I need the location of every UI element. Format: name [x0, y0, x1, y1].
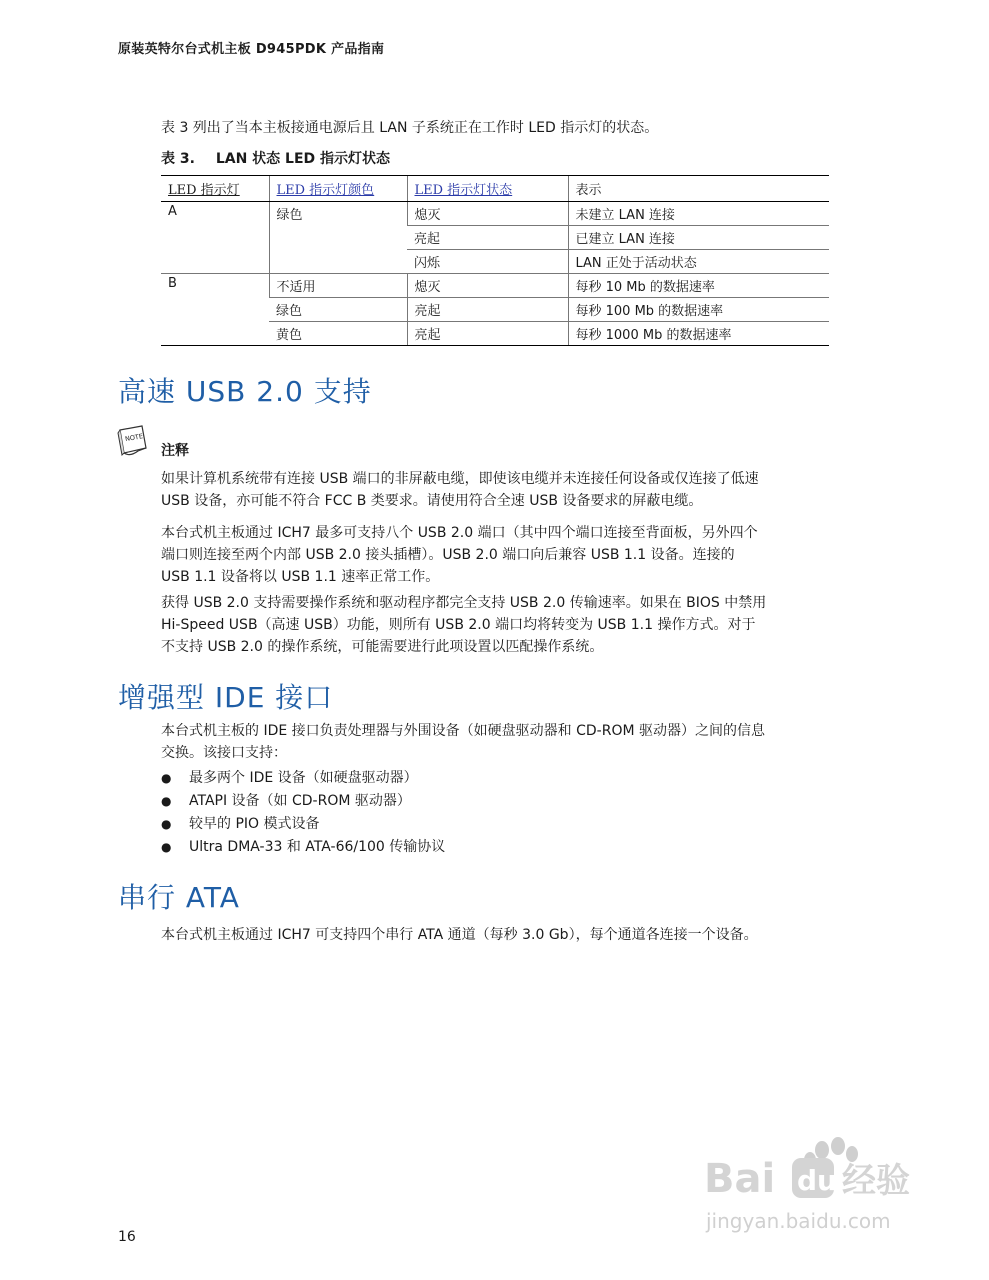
svg-text:du: du: [797, 1164, 837, 1197]
cell-led: B: [161, 274, 269, 346]
watermark-brand-left: Bai: [704, 1156, 776, 1202]
cell-state: 闪烁: [407, 250, 568, 274]
note-icon: [116, 424, 152, 462]
text-line: 不支持 USB 2.0 的操作系统，可能需要进行此项设置以匹配操作系统。: [161, 639, 604, 655]
page-number: 16: [118, 1229, 136, 1245]
table-row: [161, 202, 829, 226]
cell-color: 不适用: [269, 274, 407, 298]
ide-heading: 增强型 IDE 接口: [118, 681, 334, 714]
list-item: [161, 790, 445, 813]
baidu-watermark: [704, 1130, 954, 1240]
text-line: 如果计算机系统带有连接 USB 端口的非屏蔽电缆，即使该电缆并未连接任何设备或仅连接了低速: [161, 471, 759, 487]
table-caption-title: LAN 状态 LED 指示灯状态: [215, 151, 391, 167]
header-meaning: 表示: [568, 176, 829, 202]
led-status-table: [161, 175, 829, 346]
text-line: Hi-Speed USB（高速 USB）功能，则所有 USB 2.0 端口均将转变为 USB 1.1 操作方式。对于: [161, 617, 756, 633]
cell-color: 黄色: [269, 322, 407, 346]
cell-state: 熄灭: [407, 274, 568, 298]
ide-bullet-list: [161, 767, 445, 859]
note-icon-label: NOTE: [124, 432, 144, 444]
header-led-state[interactable]: LED 指示灯状态: [407, 176, 568, 202]
page-header: 原装英特尔台式机主板 D945PDK 产品指南: [118, 42, 385, 57]
cell-meaning: LAN 正处于活动状态: [568, 250, 829, 274]
cell-state: 亮起: [407, 298, 568, 322]
text-line: 获得 USB 2.0 支持需要操作系统和驱动程序都完全支持 USB 2.0 传输速率。如果在 BIOS 中禁用: [161, 595, 767, 611]
list-item-text: Ultra DMA-33 和 ATA-66/100 传输协议: [189, 839, 446, 855]
list-item-text: 较早的 PIO 模式设备: [189, 816, 320, 832]
text-line: 本台式机主板通过 ICH7 最多可支持八个 USB 2.0 端口（其中四个端口连接至背面板，另外四个: [161, 525, 758, 541]
table-intro: 表 3 列出了当本主板接通电源后且 LAN 子系统正在工作时 LED 指示灯的状态。: [161, 120, 659, 136]
cell-meaning: 每秒 1000 Mb 的数据速率: [568, 322, 829, 346]
text-line: 交换。该接口支持：: [161, 745, 287, 761]
text-line: 本台式机主板的 IDE 接口负责处理器与外围设备（如硬盘驱动器和 CD-ROM 驱动器）之间的信息: [161, 723, 765, 739]
cell-led: A: [161, 202, 269, 274]
note-text: [161, 468, 873, 512]
note-title: 注释: [161, 443, 189, 459]
usb-paragraph-2: [161, 592, 873, 658]
list-item-text: 最多两个 IDE 设备（如硬盘驱动器）: [189, 770, 418, 786]
ide-paragraph: [161, 720, 873, 764]
table-caption: [161, 148, 390, 168]
watermark-url: jingyan.baidu.com: [706, 1209, 891, 1233]
sata-paragraph: 本台式机主板通过 ICH7 可支持四个串行 ATA 通道（每秒 3.0 Gb），每个通道各连接一个设备。: [161, 927, 758, 943]
cell-meaning: 每秒 10 Mb 的数据速率: [568, 274, 829, 298]
list-item-text: ATAPI 设备（如 CD-ROM 驱动器）: [189, 793, 411, 809]
bullet-icon: ●: [161, 794, 172, 808]
header-led: LED 指示灯: [161, 176, 269, 202]
usb-paragraph-1: [161, 522, 873, 588]
sata-heading: 串行 ATA: [118, 881, 240, 914]
list-item: [161, 813, 445, 836]
usb-heading: 高速 USB 2.0 支持: [118, 375, 372, 408]
bullet-icon: ●: [161, 840, 172, 854]
text-line: USB 设备，亦可能不符合 FCC B 类要求。请使用符合全速 USB 设备要求的屏蔽电缆。: [161, 493, 703, 509]
table-header-row: [161, 176, 829, 202]
header-led-color[interactable]: LED 指示灯颜色: [269, 176, 407, 202]
cell-state: 熄灭: [407, 202, 568, 226]
table-caption-number: 表 3.: [161, 151, 195, 167]
text-line: USB 1.1 设备将以 USB 1.1 速率正常工作。: [161, 569, 440, 585]
bullet-icon: ●: [161, 771, 172, 785]
list-item: [161, 767, 445, 790]
cell-color: 绿色: [269, 202, 407, 274]
cell-meaning: 每秒 100 Mb 的数据速率: [568, 298, 829, 322]
watermark-brand-right: 经验: [842, 1161, 910, 1201]
cell-meaning: 已建立 LAN 连接: [568, 226, 829, 250]
cell-color: 绿色: [269, 298, 407, 322]
cell-state: 亮起: [407, 322, 568, 346]
list-item: [161, 836, 445, 859]
text-line: 端口则连接至两个内部 USB 2.0 接头插槽）。USB 2.0 端口向后兼容 USB 1.1 设备。连接的: [161, 547, 735, 563]
bullet-icon: ●: [161, 817, 172, 831]
table-row: [161, 274, 829, 298]
cell-meaning: 未建立 LAN 连接: [568, 202, 829, 226]
cell-state: 亮起: [407, 226, 568, 250]
